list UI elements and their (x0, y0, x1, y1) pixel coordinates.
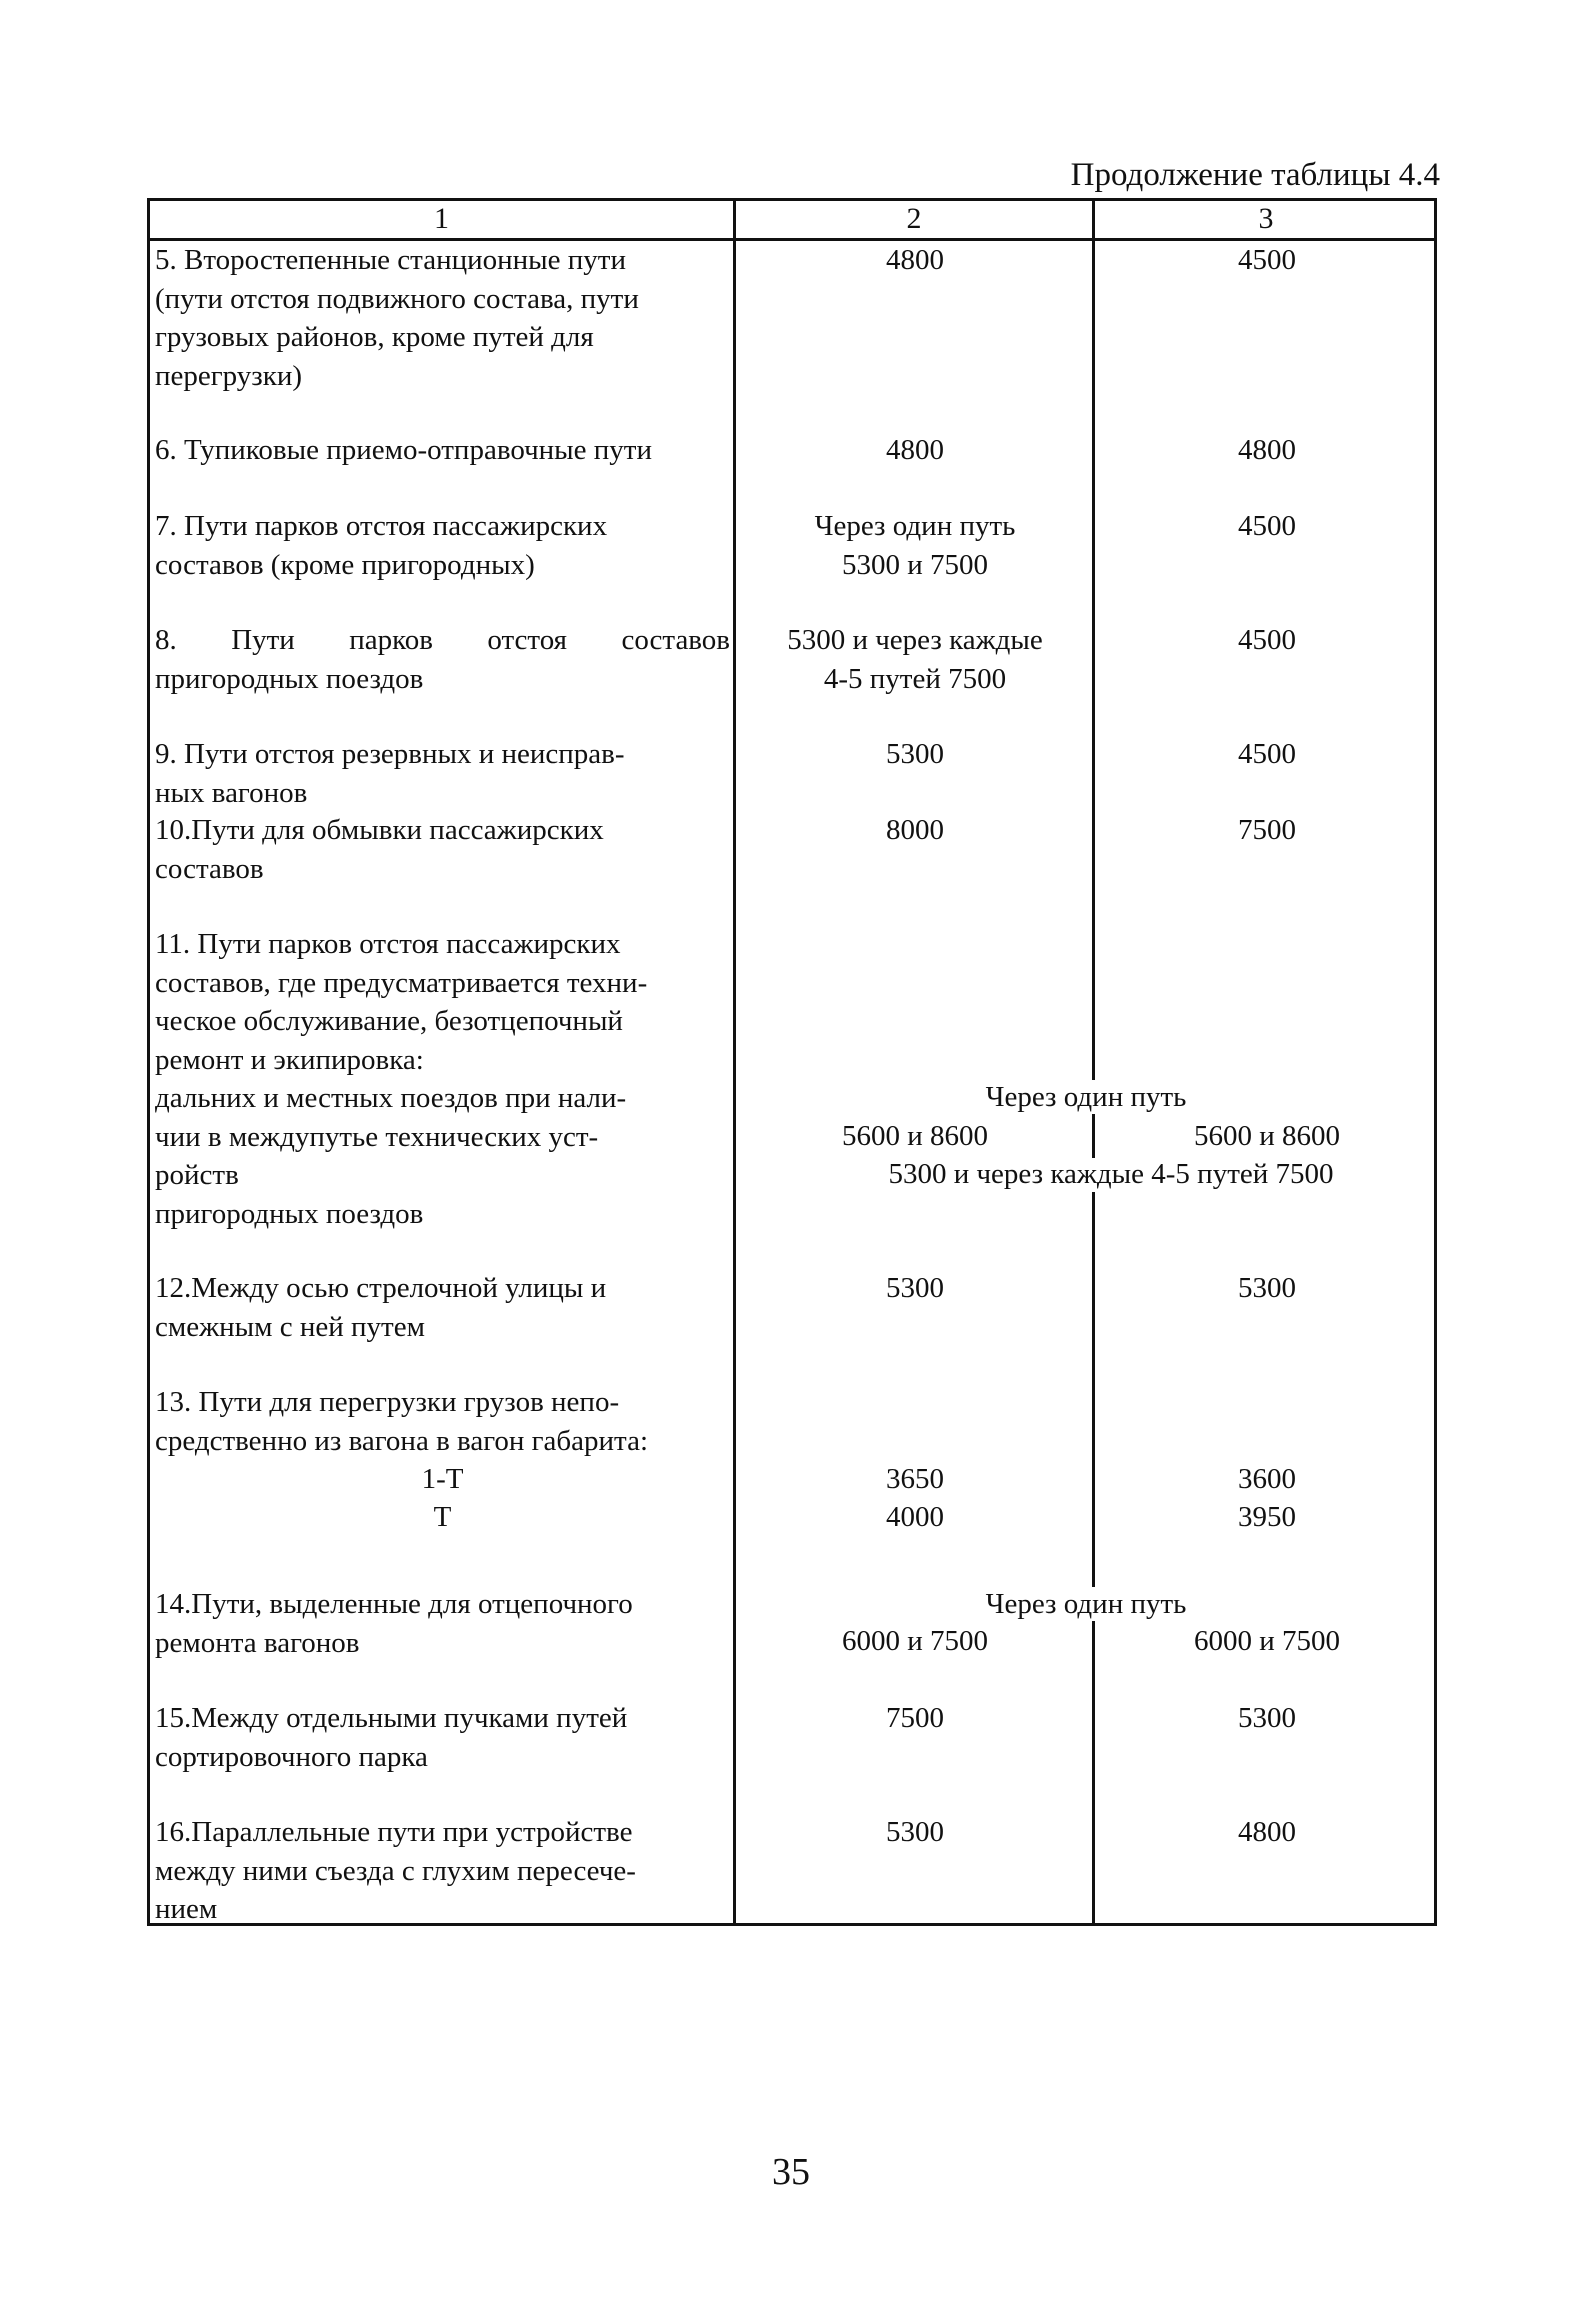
row-14-col-3: 6000 и 7500 (1193, 1625, 1341, 1657)
row-8-col-2: 5300 и через каждые 4-5 путей 7500 (787, 624, 1043, 695)
row-10-col-2: 8000 (886, 814, 944, 846)
row-15-col-2: 7500 (886, 1702, 944, 1734)
row-6-col-3: 4800 (1238, 434, 1296, 466)
row-5-col-2: 4800 (886, 244, 944, 276)
row-16-label: 16.Параллельные пути при устройстве между ними съезда с глухим пересече- нием (155, 1816, 636, 1925)
row-13-label: 13. Пути для перегрузки грузов непо- средственно из вагона в вагон габарита: (155, 1386, 648, 1457)
header-col-1: 1 (434, 202, 449, 235)
row-15-col-3: 5300 (1238, 1702, 1296, 1734)
row-10-label: 10.Пути для обмывки пассажирских составов (155, 814, 604, 885)
row-13-sub-1-col-2: 3650 (886, 1463, 944, 1495)
row-13-sub-1-label: 1-Т (421, 1463, 464, 1495)
row-13-sub-2-col-2: 4000 (886, 1501, 944, 1533)
row-16-col-2: 5300 (886, 1816, 944, 1848)
row-15-label: 15.Между отдельными пучками путей сортировочного парка (155, 1702, 628, 1773)
row-11-span-top: Через один путь (985, 1081, 1187, 1113)
header-col-2: 2 (906, 202, 922, 235)
row-12-col-3: 5300 (1238, 1272, 1296, 1304)
page-number: 35 (772, 2151, 810, 2193)
row-14-span-top: Через один путь (985, 1588, 1187, 1620)
row-8-label: 8. Пути парков отстоя составов пригородных поездов (155, 624, 730, 695)
row-5-col-3: 4500 (1238, 244, 1296, 276)
header-col-3: 3 (1258, 202, 1274, 235)
row-9-col-3: 4500 (1238, 738, 1296, 770)
row-8-col-3: 4500 (1238, 624, 1296, 656)
row-13-sub-2-col-3: 3950 (1238, 1501, 1296, 1533)
row-11-label: 11. Пути парков отстоя пассажирских составов, где предусматривается техни- ческое обслуживание, безотцепочный ремонт и экипировка: дальних и местных поездов при нали- чии в междупутье технических уст- ройств пригородных поездов (155, 928, 648, 1230)
row-14-col-2: 6000 и 7500 (841, 1625, 989, 1657)
row-13-sub-2-label: Т (433, 1501, 452, 1533)
table-caption: Продолжение таблицы 4.4 (1070, 157, 1440, 193)
row-6-col-2: 4800 (886, 434, 944, 466)
row-12-label: 12.Между осью стрелочной улицы и смежным с ней путем (155, 1272, 607, 1343)
row-7-col-3: 4500 (1238, 510, 1296, 542)
row-11-col-2: 5600 и 8600 (841, 1120, 989, 1152)
row-9-col-2: 5300 (886, 738, 944, 770)
row-13-sub-1-col-3: 3600 (1238, 1463, 1296, 1495)
row-12-col-2: 5300 (886, 1272, 944, 1304)
row-6-label: 6. Тупиковые приемо-отправочные пути (155, 434, 652, 466)
row-11-span-bottom: 5300 и через каждые 4-5 путей 7500 (888, 1158, 1334, 1190)
row-10-col-3: 7500 (1238, 814, 1296, 846)
row-16-col-3: 4800 (1238, 1816, 1296, 1848)
row-9-label: 9. Пути отстоя резервных и неисправ- ных вагонов (155, 738, 625, 809)
row-11-col-3: 5600 и 8600 (1193, 1120, 1341, 1152)
row-7-label: 7. Пути парков отстоя пассажирских составов (кроме пригородных) (155, 510, 608, 581)
row-5-label: 5. Второстепенные станционные пути (пути отстоя подвижного состава, пути грузовых районов, кроме путей для перегрузки) (155, 244, 639, 392)
row-7-col-2: Через один путь 5300 и 7500 (814, 510, 1016, 581)
row-14-label: 14.Пути, выделенные для отцепочного ремонта вагонов (155, 1588, 633, 1659)
